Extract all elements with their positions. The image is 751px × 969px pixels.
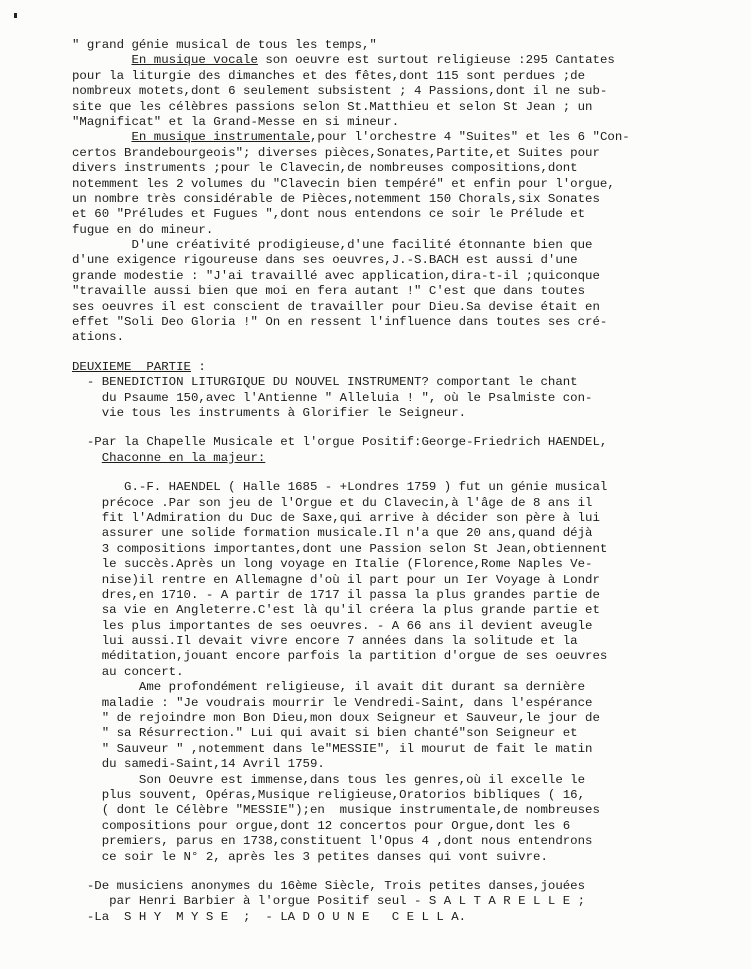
- text-line: -Par la Chapelle Musicale et l'orgue Positif:George-Friedrich HAENDEL,: [72, 435, 608, 450]
- text-line: les plus importantes de ses oeuvres. - A 66 ans il devient aveugle: [72, 618, 593, 633]
- text-line: " Sauveur " ,notemment dans le"MESSIE", il mourut de fait le matin: [72, 741, 593, 756]
- text-line: par Henri Barbier à l'orgue Positif seul - S A L T A R E L L E ;: [72, 894, 586, 909]
- text-line: dres,en 1710. - A partir de 1717 il passa la plus grandes partie de: [72, 587, 600, 602]
- text-line: - BENEDICTION LITURGIQUE DU NOUVEL INSTRUMENT? comportant le chant: [72, 375, 578, 390]
- text-line: assurer une solide formation musicale.Il n'a que 20 ans,quand déjà: [72, 526, 593, 541]
- text-line: premiers, parus en 1738,constituent l'Opus 4 ,dont nous entendrons: [72, 834, 593, 849]
- text-line: " de rejoindre mon Bon Dieu,mon doux Seigneur et Sauveur,le jour de: [72, 711, 600, 726]
- text-line: 3 compositions importantes,dont une Passion selon St Jean,obtiennent: [72, 541, 608, 556]
- text-line: et 60 "Préludes et Fugues ",dont nous entendons ce soir le Prélude et: [72, 207, 586, 222]
- text-line: du samedi-Saint,14 Avril 1759.: [72, 757, 325, 772]
- document-body: [72, 38, 732, 925]
- blank-line: [72, 421, 732, 435]
- text-line: méditation,jouant encore parfois la partition d'orgue de ses oeuvres: [72, 649, 608, 664]
- text-line: fit l'Admiration du Duc de Saxe,qui arrive à décider son père à lui: [72, 510, 600, 525]
- blank-line: [72, 865, 732, 879]
- section-heading-vocale: En musique vocale: [131, 53, 258, 68]
- text-line: plus souvent, Opéras,Musique religieuse,Oratorios bibliques ( 16,: [72, 787, 586, 802]
- text-line: le succès.Après un long voyage en Italie (Florence,Rome Naples Ve-: [72, 557, 593, 572]
- text-line: [72, 451, 732, 466]
- text-line: sa vie en Angleterre.C'est là qu'il créera la plus grande partie et: [72, 603, 600, 618]
- text-line: vie tous les instruments à Glorifier le Seigneur.: [72, 405, 467, 420]
- text-line: certos Brandebourgeois"; diverses pièces,Sonates,Partite,et Suites pour: [72, 145, 600, 160]
- text-line: " grand génie musical de tous les temps,": [72, 38, 377, 52]
- text-line: du Psaume 150,avec l'Antienne " Alleluia ! ", où le Psalmiste con-: [72, 390, 593, 405]
- text-line: Ame profondément religieuse, il avait dit durant sa dernière: [72, 680, 586, 695]
- text-line: "Magnificat" et la Grand-Messe en si mineur.: [72, 114, 400, 129]
- text-line: un nombre très considérable de Pièces,notemment 150 Chorals,six Sonates: [72, 191, 600, 206]
- text-line: grande modestie : "J'ai travaillé avec application,dira-t-il ;quiconque: [72, 268, 600, 283]
- part-heading: DEUXIEME PARTIE: [72, 359, 191, 374]
- text-line: nise)il rentre en Allemagne d'où il part pour un Ier Voyage à Londr: [72, 572, 600, 587]
- text-line: précoce .Par son jeu de l'Orgue et du Clavecin,à l'âge de 8 ans il: [72, 495, 593, 510]
- text-line: au concert.: [72, 664, 184, 679]
- text-line: site que les célèbres passions selon St.Matthieu et selon St Jean ; un: [72, 99, 593, 114]
- text-line: ations.: [72, 330, 125, 345]
- blank-line: [72, 466, 732, 480]
- section-heading-instrumentale: En musique instrumentale: [131, 130, 310, 145]
- text-line: Son Oeuvre est immense,dans tous les genres,où il excelle le: [72, 772, 586, 787]
- text-line: divers instruments ;pour le Clavecin,de nombreuses compositions,dont: [72, 161, 578, 176]
- text-line: pour la liturgie des dimanches et des fêtes,dont 115 sont perdues ;de: [72, 68, 586, 83]
- text-line: En musique instrumentale,pour l'orchestre 4 "Suites" et les 6 "Con-: [131, 130, 630, 145]
- text-line: "travaille aussi bien que moi en fera autant !" C'est que dans toutes: [72, 284, 586, 299]
- text-line: G.-F. HAENDEL ( Halle 1685 - +Londres 1759 ) fut un génie musical: [72, 480, 608, 495]
- punch-mark: [14, 13, 17, 18]
- text-line: En musique vocale son oeuvre est surtout religieuse :295 Cantates: [131, 53, 615, 68]
- text-line: notemment les 2 volumes du "Clavecin bien tempéré" et enfin pour l'orgue,: [72, 176, 615, 191]
- text-line: lui aussi.Il devait vivre encore 7 années dans la solitude et la: [72, 634, 578, 649]
- chaconne-heading: Chaconne en la majeur:: [101, 450, 266, 465]
- text-line: effet "Soli Deo Gloria !" On en ressent l'influence dans toutes ses cré-: [72, 315, 608, 330]
- text-line: compositions pour orgue,dont 12 concertos pour Orgue,dont les 6: [72, 818, 571, 833]
- text-line: -La S H Y M Y S E ; - LA D O U N E C E L L A.: [72, 909, 467, 924]
- text-line: -De musiciens anonymes du 16ème Siècle, Trois petites danses,jouées: [72, 878, 586, 893]
- text-line: ses oeuvres il est conscient de travailler pour Dieu.Sa devise était en: [72, 299, 600, 314]
- text-line: D'une créativité prodigieuse,d'une facilité étonnante bien que: [72, 238, 593, 253]
- text-line: ( dont le Célèbre "MESSIE");en musique instrumentale,de nombreuses: [72, 803, 600, 818]
- blank-line: [72, 346, 732, 360]
- text-line: ce soir le N° 2, après les 3 petites danses qui vont suivre.: [72, 849, 548, 864]
- text-line: maladie : "Je voudrais mourrir le Vendredi-Saint, dans l'espérance: [72, 695, 593, 710]
- text-line: fugue en do mineur.: [72, 222, 214, 237]
- text-line: DEUXIEME PARTIE :: [72, 359, 206, 374]
- text-line: nombreux motets,dont 6 seulement subsistent ; 4 Passions,dont il ne sub-: [72, 84, 608, 99]
- text-line: d'une exigence rigoureuse dans ses oeuvres,J.-S.BACH est aussi d'une: [72, 253, 578, 268]
- text-line: " sa Résurrection." Lui qui avait si bien chanté"son Seigneur et: [72, 726, 578, 741]
